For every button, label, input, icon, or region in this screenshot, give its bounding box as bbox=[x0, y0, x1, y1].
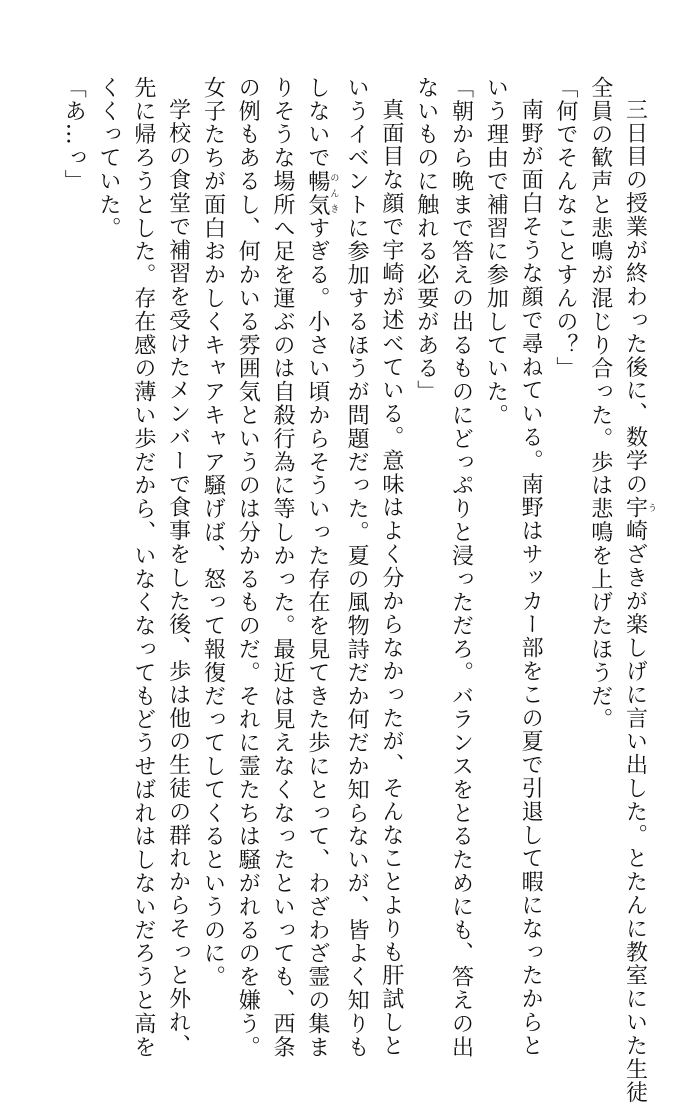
text-line-7: ないものに触れる必要がある」 bbox=[413, 76, 439, 404]
furigana-ruby: 宇う bbox=[622, 495, 656, 520]
vertical-text-body bbox=[55, 76, 656, 1104]
text-line-4: 南野が面白そうな顔で尋ねている。南野はサッカー部をこの夏で引退して暇になったからと bbox=[518, 98, 544, 1058]
text-line-12: の例もあるし、何かいる雰囲気というのは分かるものだ。それに霊たちは騒がれるのを嫌う。 bbox=[235, 76, 261, 1059]
text-line-17: 「あ…っ」 bbox=[61, 76, 87, 193]
text-line-16: くくっていた。 bbox=[96, 76, 122, 240]
text-line-6: 「朝から晩まで答えの出るものにどっぷりと浸っただろ。バランスをとるためにも、答えの出 bbox=[448, 76, 474, 1059]
text-line-8: 真面目な顔で宇崎が述べている。意味はよく分からなかったが、そんなことよりも肝試しと bbox=[378, 98, 404, 1058]
text-line-5: いう理由で補習に参加していた。 bbox=[483, 76, 509, 427]
text-line-2: 全員の歓声と悲鳴が混じり合った。歩は悲鳴を上げたほうだ。 bbox=[587, 76, 613, 732]
text-line-9: いうイベントに参加するほうが問題だった。夏の風物詩だか何だか知らないが、皆よく知りも bbox=[344, 76, 370, 1059]
furigana-ruby: 暢気のんき bbox=[304, 169, 339, 217]
text-line-1: 三日目の授業が終わった後に、数学の宇う崎ざきが楽しげに言い出した。とたんに教室にいた生徒 bbox=[622, 98, 656, 1104]
text-line-14: 学校の食堂で補習を受けたメンバーで食事をした後、歩は他の生徒の群れからそっと外れ、 bbox=[165, 98, 191, 1058]
text-line-3: 「何でそんなことすんの？」 bbox=[552, 76, 578, 381]
text-line-15: 先に帰ろうとした。存在感の薄い歩だから、いなくなってもどうせばれはしないだろうと高を bbox=[130, 76, 156, 1059]
text-line-13: 女子たちが面白おかしくキャアキャア騒げば、怒って報復だってしてくるというのに。 bbox=[200, 76, 226, 989]
text-line-11: りそうな場所へ足を運ぶのは自殺行為に等しかった。最近は見えなくなったといっても、西条 bbox=[270, 76, 296, 1059]
text-line-10: しないで暢気のんきすぎる。小さい頃からそういった存在を見てきた歩にとって、わざわざ霊の集ま bbox=[304, 76, 339, 1059]
